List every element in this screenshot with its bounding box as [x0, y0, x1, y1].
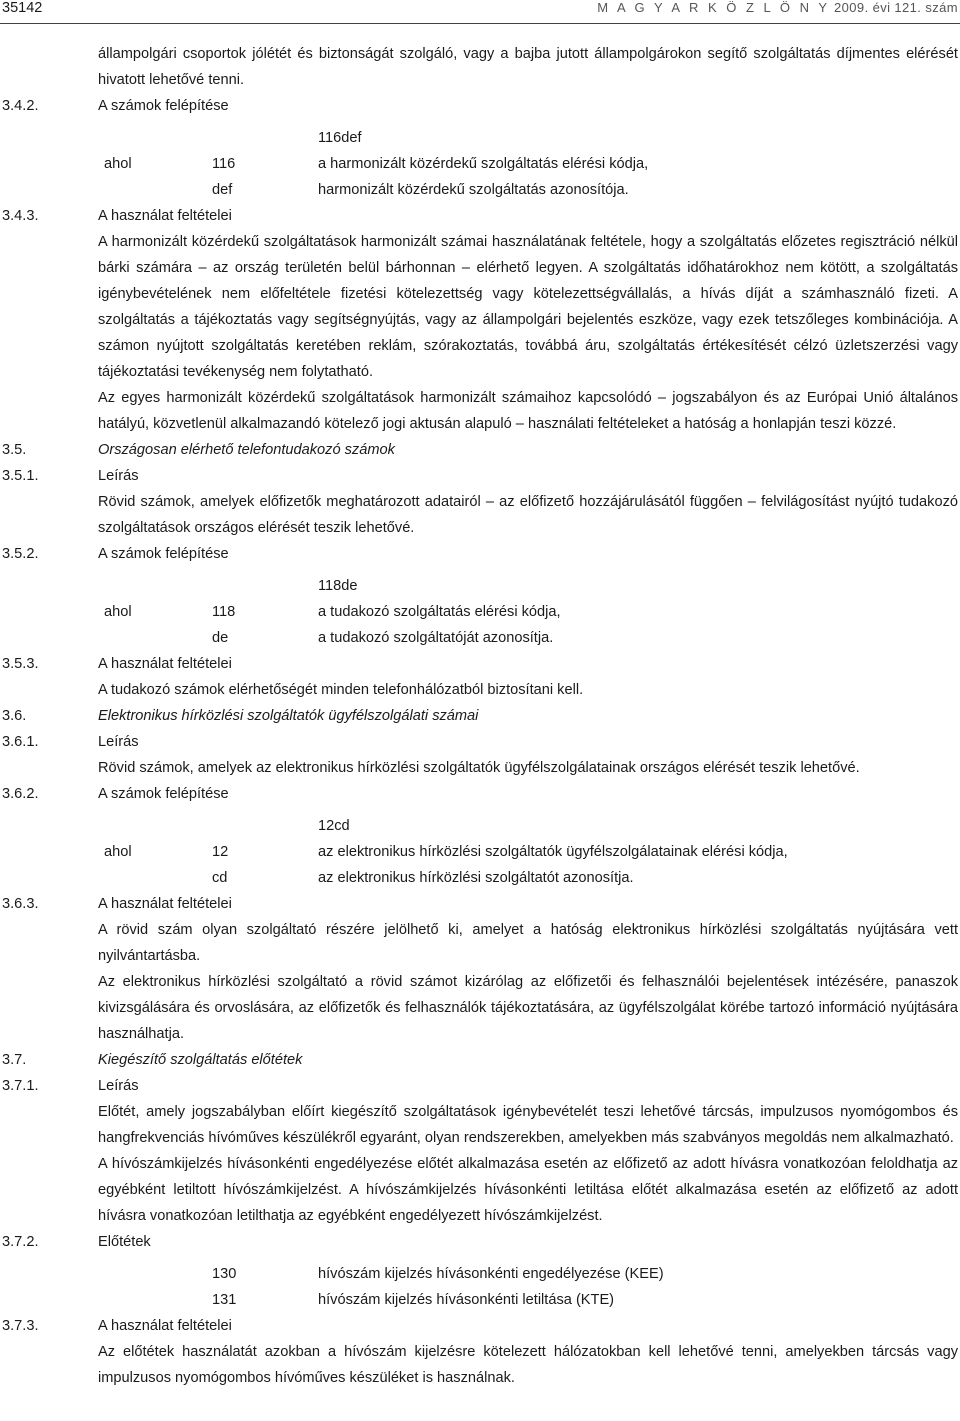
where-label: ahol: [104, 604, 132, 620]
section-3-7-2: [0, 1229, 960, 1313]
number-structure: [0, 573, 960, 651]
paragraph: A harmonizált közérdekű szolgáltatások harmonizált számai használatának feltétele, hogy a szolgáltatás előzetes regisztráció nélkül bárki számára – az ország területén belül bárhonnan – elérhető legyen. A szolgáltatás időhatárokhoz nem kötött, a szolgáltatás igénybevételének nem előfeltétele fizetési kötelezettség vagy kötelezettségvállalás, a hívás díját a számhasználó fizeti. A szolgáltatás a tájékoztatás vagy segítségnyújtás, vagy az állampolgári bejelentés eszköze, vagy ezek tetszőleges kombinációja. A számon nyújtott szolgáltatás keretében reklám, szórakoztatás, továbbá áru, szolgáltatás értékesítését célzó üzletszerzési vagy tájékoztatási tevékenység nem folytatható.: [98, 234, 958, 380]
section-3-5-3: [0, 651, 960, 703]
paragraph: Rövid számok, amelyek az elektronikus hírközlési szolgáltatók ügyfélszolgálatainak országos elérését teszik lehetővé.: [98, 760, 860, 776]
section-title: Leírás: [98, 734, 139, 750]
code: 116: [212, 156, 236, 172]
code-description: hívószám kijelzés hívásonkénti letiltása (KTE): [318, 1292, 615, 1308]
code-description: az elektronikus hírközlési szolgáltatók ügyfélszolgálatainak elérési kódja,: [318, 844, 788, 860]
section-number: 3.4.2.: [2, 98, 39, 114]
where-label: ahol: [104, 156, 132, 172]
formula: 118de: [318, 578, 358, 594]
section-number: 3.7.2.: [2, 1234, 39, 1250]
section-number: 3.6.3.: [2, 896, 39, 912]
page-header: [0, 0, 960, 18]
paragraph: Az egyes harmonizált közérdekű szolgáltatások harmonizált számaihoz kapcsolódó – jogszabályon és az Európai Unió általános hatályú, közvetlenül alkalmazandó kötelező jogi aktusán alapuló – használati feltételeket a hatóság a honlapján teszi közzé.: [98, 390, 958, 432]
code-description: harmonizált közérdekű szolgáltatás azonosítója.: [318, 182, 629, 198]
section-3-4-2: [0, 93, 960, 203]
paragraph: Rövid számok, amelyek előfizetők meghatározott adatairól – az előfizető hozzájárulásától függően – felvilágosítást nyújtó tudakozó szolgáltatások országos elérését teszik lehetővé.: [98, 494, 958, 536]
section-number: 3.7.3.: [2, 1318, 39, 1334]
code-description: hívószám kijelzés hívásonkénti engedélyezése (KEE): [318, 1266, 664, 1282]
section-number: 3.7.1.: [2, 1078, 39, 1094]
intro-paragraph: állampolgári csoportok jólétét és biztonságát szolgáló, vagy a bajba jutott állampolgárokon segítő szolgáltatás díjmentes elérését hivatott lehetővé tenni.: [98, 46, 958, 88]
section-number: 3.5.2.: [2, 546, 39, 562]
page-number: 35142: [2, 0, 43, 16]
document-body: [0, 41, 960, 1391]
gazette-issue: 2009. évi 121. szám: [834, 0, 958, 15]
section-3-5-2: [0, 541, 960, 651]
formula: 12cd: [318, 818, 350, 834]
paragraph: Előtét, amely jogszabályban előírt kiegészítő szolgáltatások igénybevételét teszi lehetővé tárcsás, impulzusos nyomógombos és hangfrekvenciás hívóműves készülékről egyaránt, olyan rendszerekben, amelyekben más szabványos megoldás nem alkalmazható.: [98, 1104, 958, 1146]
section-title: A használat feltételei: [98, 896, 232, 912]
section-number: 3.6.: [2, 708, 27, 724]
code-description: az elektronikus hírközlési szolgáltatót azonosítja.: [318, 870, 634, 886]
code: cd: [212, 870, 228, 886]
section-title: A használat feltételei: [98, 1318, 232, 1334]
gazette-name: M A G Y A R K Ö Z L Ö N Y: [597, 0, 831, 15]
section-number: 3.6.1.: [2, 734, 39, 750]
paragraph: A tudakozó számok elérhetőségét minden telefonhálózatból biztosítani kell.: [98, 682, 584, 698]
code: 12: [212, 844, 229, 860]
section-title: Országosan elérhető telefontudakozó számok: [98, 442, 395, 458]
section-title: Leírás: [98, 1078, 139, 1094]
section-title: A számok felépítése: [98, 98, 229, 114]
section-title: A használat feltételei: [98, 208, 232, 224]
code: 118: [212, 604, 236, 620]
code-description: a tudakozó szolgáltatás elérési kódja,: [318, 604, 561, 620]
paragraph: A rövid szám olyan szolgáltató részére jelölhető ki, amelyet a hatóság elektronikus hírközlési szolgáltatás nyújtására vett nyilvántartásba.: [98, 922, 958, 964]
section-3-7-1: [0, 1073, 960, 1229]
prefix-list: [0, 1261, 960, 1313]
section-title: A használat feltételei: [98, 656, 232, 672]
section-number: 3.5.3.: [2, 656, 39, 672]
number-structure: [0, 813, 960, 891]
section-title: Leírás: [98, 468, 139, 484]
number-structure: [0, 125, 960, 203]
formula: 116def: [318, 130, 362, 146]
code: 130: [212, 1266, 237, 1282]
section-3-5-1: [0, 463, 960, 541]
code-description: a tudakozó szolgáltatóját azonosítja.: [318, 630, 554, 646]
section-title: Elektronikus hírközlési szolgáltatók ügyfélszolgálati számai: [98, 708, 479, 724]
section-number: 3.7.: [2, 1052, 27, 1068]
section-number: 3.4.3.: [2, 208, 39, 224]
section-title: Kiegészítő szolgáltatás előtétek: [98, 1052, 303, 1068]
section-3-6: [0, 703, 960, 729]
section-3-6-1: [0, 729, 960, 781]
code: 131: [212, 1292, 237, 1308]
gazette-title: [597, 0, 958, 15]
section-title: A számok felépítése: [98, 786, 229, 802]
paragraph: Az elektronikus hírközlési szolgáltató a rövid számot kizárólag az előfizetői és felhasználói bejelentések intézésére, panaszok kivizsgálására és orvoslására, az előfizetők és felhasználók tájékoztatására, az ügyfélszolgálat körébe tartozó információ nyújtására használhatja.: [98, 974, 958, 1042]
section-number: 3.5.1.: [2, 468, 39, 484]
section-title: A számok felépítése: [98, 546, 229, 562]
paragraph: A hívószámkijelzés hívásonkénti engedélyezése előtét alkalmazása esetén az előfizető az adott hívásra vonatkozóan feloldhatja az egyébként letiltott hívószámkijelzést. A hívószámkijelzés hívásonkénti letiltása előtét alkalmazása esetén az előfizető az adott hívásra vonatkozóan letilthatja az egyébként engedélyezett hívószámkijelzést.: [98, 1156, 958, 1224]
code-description: a harmonizált közérdekű szolgáltatás elérési kódja,: [318, 156, 649, 172]
section-3-6-3: [0, 891, 960, 1047]
section-3-7-3: [0, 1313, 960, 1391]
section-number: 3.6.2.: [2, 786, 39, 802]
section-title: Előtétek: [98, 1234, 151, 1250]
section-3-5: [0, 437, 960, 463]
paragraph: Az előtétek használatát azokban a hívószám kijelzésre kötelezett hálózatokban kell lehetővé tenni, amelyekben tárcsás vagy impulzusos nyomógombos hívóműves készüléket is használnak.: [98, 1344, 958, 1386]
section-3-7: [0, 1047, 960, 1073]
code: de: [212, 630, 229, 646]
section-number: 3.5.: [2, 442, 27, 458]
header-rule: [0, 23, 960, 24]
section-3-4-3: [0, 203, 960, 437]
code: def: [212, 182, 233, 198]
where-label: ahol: [104, 844, 132, 860]
section-3-6-2: [0, 781, 960, 891]
